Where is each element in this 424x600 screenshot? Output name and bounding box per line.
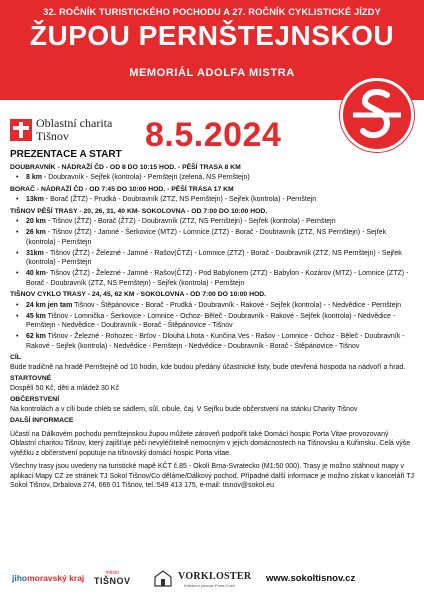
dalsi-paragraph-1: Účastí na Dálkovém pochodu pernštejnskou župou můžete zároveň podpořit také Domácí hospic Porta Vitae provozovaný Oblastní charitou Tišnov, který zajišťuje péči nevyléčitelně nemocným v jejich domácnostech na Tišnovsku a Kuřimsku. Celá výše výtěžku z občerstvení poputuje na tišnovský domácí hospic Porta vitae.	[10, 430, 411, 457]
dalsi-paragraph-2: Všechny trasy jsou uvedeny na turistické mapě KČT č.85 - Okolí Brna-Svratecko (M1:50 000). Trasy je možno stáhnout mapy v aplikaci Mapy CZ ze stránek TJ Sokol Tišnov/Co děláme/Dálkový pochod. Případné další informace je možno získat v kanceláři TJ Sokol Tišnov, Drbalova 274, 666 01 Tišnov, tel.:549 413 175, e-mail: tisnov@sokol.eu	[10, 463, 414, 489]
charity-town: Tišnov	[36, 129, 69, 143]
startovne-heading: STARTOVNÉ	[10, 375, 52, 382]
route-heading-borac: BORAČ - NÁDRAŽÍ ČD - OD 7:45 DO 10:00 HOD. - PĚŠÍ TRASA 17 KM	[10, 185, 234, 193]
cil-heading: CÍL	[10, 354, 21, 361]
tisnov-logo: město TIŠNOV	[94, 570, 131, 586]
prezentace-heading: PREZENTACE A START	[10, 149, 122, 160]
event-title: ŽUPOU PERNŠTEJNSKOU	[29, 20, 395, 51]
event-date: 8.5.2024	[145, 116, 282, 154]
list-item: • 45 km Tišnov - Lomnička - Šerkovice - Lomnice - Ochoz- Běleč - Doubravník - Rakové - Sejřek (kontrola) - Nedvědice - Pernštejn - Nedvědice - Doubravník - Borač - Štěpánovice - Tišnov	[10, 312, 415, 331]
sokol-logo-icon	[340, 78, 414, 152]
list-item: • 26 km - Tišnov (ŽTZ) - Jamné - Šerkovice (MTZ) - Lomnice (ZTZ) - Borač - Doubravník (ZTZ, NS Pernštejn) - Sejřek (kontrola) - Pernštejn	[10, 228, 415, 247]
charity-name: Oblastní charita	[36, 116, 113, 130]
monastery-icon	[153, 569, 173, 587]
route-heading-tisnov-walk: TIŠNOV PĚŠÍ TRASY - 20, 26, 31, 40 KM- SOKOLOVNA - OD 7:00 DO 10:00 HOD.	[10, 207, 268, 215]
list-item: • 13km - Borač (ŽTZ) - Prudká - Doubravník (ZTZ, NS Pernštejn) - Sejřek (kontrola) - Pernštejn	[10, 195, 415, 205]
startovne-text: Dospělí 50 Kč, děti a mládež 30 Kč	[10, 384, 119, 392]
vorkloster-tagline: Klášterní pivovar Porta Coeli	[184, 583, 235, 588]
list-item: • 24 km jen tam Tišnov - Štěpánovice - Borač - Prudká - Doubravník - Rakové - Sejřek (kontrola) - - Nedvědice - Pernštejn	[10, 301, 415, 311]
event-edition-line: 32. ROČNÍK TURISTICKÉHO POCHODU A 27. ROČNÍK CYKLISTICKÉ JÍZDY	[43, 7, 381, 17]
vorkloster-logo: VORKLOSTER	[178, 571, 252, 582]
main-content	[10, 150, 415, 492]
obcerstveni-text: Na kontrolách a v cíli bude chléb se sádlem, sůl, cibule, čaj. V Sejřku bude občerstvení na stánku Charity Tišnov	[10, 405, 358, 413]
cil-text: Bude tradičně na hradě Pernštejně od 10 hodin, kde budou předány účastnické listy, bude otevřená hospoda na nádvoří a hrad.	[10, 363, 406, 371]
cross-icon	[10, 119, 32, 141]
route-heading-tisnov-cyclo: TIŠNOV CYKLO TRASY - 24, 45, 62 KM - SOKOLOVNA - OD 7:00 DO 10:00 HOD.	[10, 291, 267, 298]
event-subtitle: MEMORIÁL ADOLFA MISTRA	[129, 67, 295, 79]
list-item: • 31km - Tišnov (ŽTZ) - Železné - Jamné - Rašov(ČTZ) - Lomnice (ZTZ) - Borač - Doubravník (ZTZ, NS Pernštejn) - Sejřek (kontrola) - Pernštejn	[10, 249, 415, 268]
obcerstveni-heading: OBČERSTVENÍ	[10, 396, 60, 403]
list-item: • 20 km - Tišnov (ŽTZ) - Borač (ŽTZ) - Doubravník (ZTZ, NS Pernštejn) - Sejřek (kontrola) - Pernštejn	[10, 217, 415, 227]
list-item: • 62 km Tišnov - Železné - Rohozec - Brťov - Dlouhá Lhota - Kunčina Ves - Rašov - Lomnice - Ochoz - Běleč - Doubravník - Rakové - Sejřek (kontrola) - Nedvědice - Pernštejn - Nedvědice - Doubravník - Borač - Štěpánovice - Tišnov	[10, 332, 415, 351]
website-link[interactable]: www.sokoltisnov.cz	[266, 573, 356, 584]
route-heading-doubravnik: DOUBRAVNÍK - NÁDRAŽÍ ČD - OD 8 DO 10:15 HOD. - PĚŠÍ TRASA 8 KM	[10, 163, 241, 171]
list-item: • 40 km- Tišnov (ŽTZ) - Železné - Jamné - Rašov(ČTZ) - Pod Babylonem (ZTZ) - Babylon - Kozárov (MTZ) - Lomnice (ZTZ) - Borač - Doubravník (ZTZ, NS Pernštejn) - Sejřek (kontrola) - Pernštejn	[10, 269, 415, 288]
footer-sponsors	[0, 565, 424, 600]
jmk-logo: jihomoravský kraj	[12, 573, 85, 583]
list-item: • 8 km - Doubravník - Sejřek (kontrola) - Pernštejn (zelená, NS Pernštejn)	[10, 173, 415, 183]
charity-logo	[10, 117, 112, 143]
dalsi-heading: DALŠÍ INFORMACE	[10, 417, 74, 424]
